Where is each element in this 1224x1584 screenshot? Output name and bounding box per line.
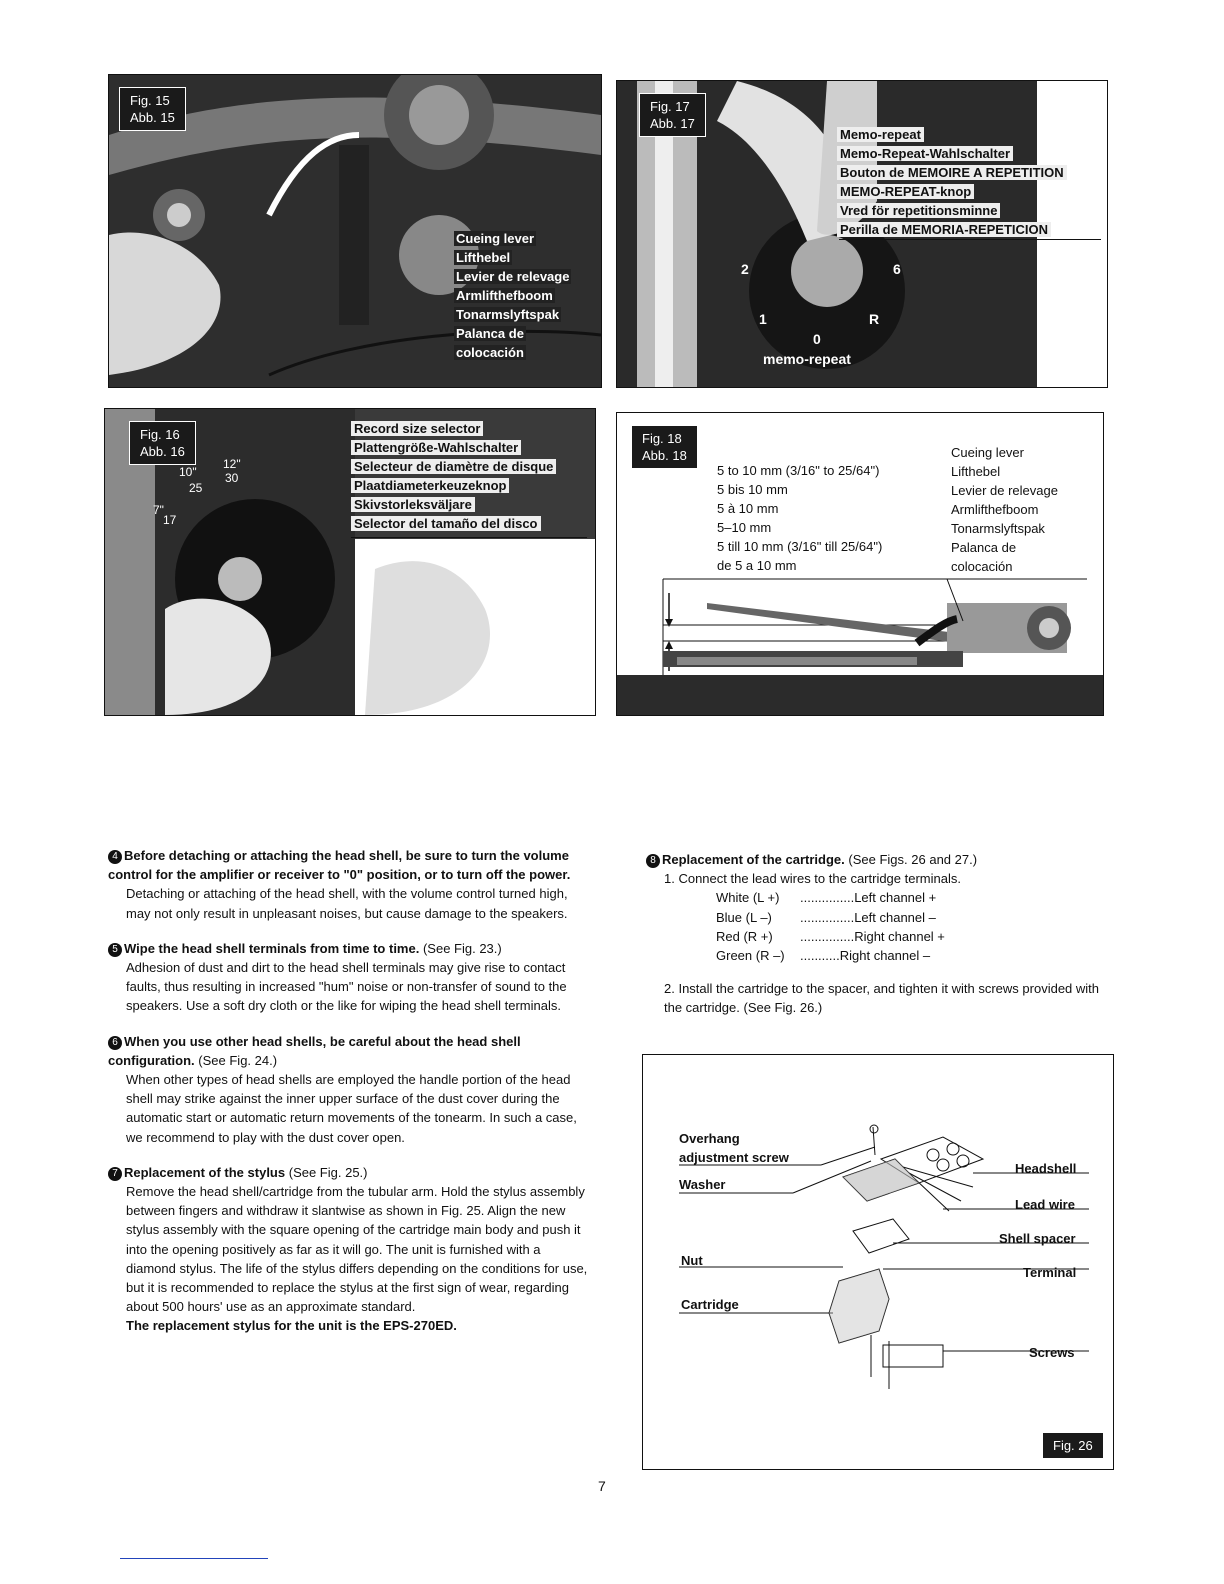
label-headshell: Headshell <box>1015 1161 1077 1176</box>
section-head-shell-volume: 4 Before detaching or attaching the head shell, be sure to turn the volume control for the amplifier or receiver to "0" position, or to turn off the power. Detaching or attaching of the head shell, with the volume control turned high, may not only result in unpleasant noises, but cause damage to the speakers. <box>108 846 592 923</box>
label-terminal: Terminal <box>1023 1265 1077 1280</box>
fig16-photo <box>104 408 596 716</box>
fig15-label-de: Lifthebel <box>456 250 511 265</box>
fig17-underline <box>839 239 1101 240</box>
step-1: 1. Connect the lead wires to the cartridge terminals. <box>664 871 961 887</box>
fig18-right-es1: Palanca de <box>951 540 1017 555</box>
fig16-label-sv: Skivstorleksväljare <box>351 497 475 512</box>
fig17-label-sv: Vred för repetitionsminne <box>837 203 1000 218</box>
label-lead-wire: Lead wire <box>1015 1197 1075 1212</box>
fig15-label-es2: colocación <box>456 345 524 360</box>
fig18-left-fr: 5 à 10 mm <box>717 501 779 516</box>
label-overhang: Overhang <box>679 1131 740 1146</box>
fig16-dial-17: 17 <box>163 513 177 527</box>
p3-body: When other types of head shells are employed the handle portion of the head shell may strike against the inner upper surface of the dust cover during the automatic start or automatic return movements of the tonearm. In such a case, we recommend to play with the dust cover open. <box>126 1072 577 1145</box>
fig18-right-de: Lifthebel <box>951 464 1001 479</box>
bullet-5: 5 <box>108 943 122 957</box>
section-replace-stylus: 7 Replacement of the stylus (See Fig. 25.) Remove the head shell/cartridge from the tubular arm. Hold the stylus assembly between fingers and withdraw it slantwise as shown in Fig. 25. Align the new stylus assembly with the square opening of the cartridge main body and push it into the opening positively as far as it will go. The unit is furnished with a diamond stylus. The life of the stylus differs depending on the conditions for use, but it is recommended to replace the stylus at the first sign of wear, regarding about 500 hours' use as an approximate standard. The replacement stylus for the unit is the EPS-270ED. <box>108 1163 592 1336</box>
section-other-head-shells: 6 When you use other head shells, be careful about the head shell configuration. (See Fig. 24.) When other types of head shells are employed the handle portion of the head shell may strike against the inner upper surface of the dust cover during the automatic start or automatic return movements of the tonearm. In such a case, we recommend to play with the dust cover open. <box>108 1032 592 1147</box>
fig15-label-en: Cueing lever <box>456 231 535 246</box>
p4-body: Remove the head shell/cartridge from the tubular arm. Hold the stylus assembly between fingers and withdraw it slantwise as shown in Fig. 25. Align the new stylus assembly with the square opening of the cartridge main body and push it into the opening positively as far as it will go. The unit is furnished with a diamond stylus. The life of the stylus differs depending on the conditions for use, but it is recommended to replace the stylus at the first sign of wear, regarding about 500 hours' use as an approximate standard. <box>126 1184 588 1315</box>
wire-row: Blue (L –) ...............Left channel – <box>716 909 936 925</box>
fig17-label-es: Perilla de MEMORIA-REPETICION <box>837 222 1051 237</box>
fig16-label-fr: Selecteur de diamètre de disque <box>351 459 556 474</box>
wire-row: Green (R –) ...........Right channel – <box>716 948 931 964</box>
bullet-7: 7 <box>108 1167 122 1181</box>
fig15-label-nl: Armlifthefboom <box>456 288 553 303</box>
fig18-tag: Fig. 18 Abb. 18 <box>631 425 698 469</box>
section-wipe-terminals: 5 Wipe the head shell terminals from time to time. (See Fig. 23.) Adhesion of dust and dirt to the head shell terminals may give rise to contact faults, thus resulting in increased "hum" noise or non-transfer of sound to the speakers. Use a soft dry cloth or the like for wiping the head shell terminals. <box>108 939 592 1016</box>
fig18-left-es: de 5 a 10 mm <box>717 558 797 573</box>
fig16-dial-30: 30 <box>225 471 239 485</box>
fig17-labels <box>837 125 1067 239</box>
fig17-dial-r: R <box>869 311 880 327</box>
fig15-photo <box>108 74 602 388</box>
label-screws: Screws <box>1029 1345 1075 1360</box>
bullet-4: 4 <box>108 850 122 864</box>
cartridge-heading: 8 Replacement of the cartridge. (See Figs. 26 and 27.) <box>646 850 1112 869</box>
fig16-label-es: Selector del tamaño del disco <box>351 516 541 531</box>
fig17-label-de: Memo-Repeat-Wahlschalter <box>837 146 1013 161</box>
fig18-drawing <box>617 413 1103 715</box>
wire-table <box>646 888 1112 965</box>
fig18-right-en: Cueing lever <box>951 445 1024 460</box>
fig17-dial-0: 0 <box>813 331 821 347</box>
fig16-tag: Fig. 16 Abb. 16 <box>129 421 196 465</box>
fig18-left-de: 5 bis 10 mm <box>717 482 788 497</box>
fig17-dial-1: 1 <box>759 311 767 327</box>
fig16-label-nl: Plaatdiameterkeuzeknop <box>351 478 509 493</box>
step-2: 2. Install the cartridge to the spacer, and tighten it with screws provided with the cartridge. (See Fig. 26.) <box>664 981 1100 1016</box>
fig16-labels <box>351 419 556 533</box>
fig18-left-nl: 5–10 mm <box>717 520 772 535</box>
p4-final: The replacement stylus for the unit is the EPS-270ED. <box>126 1318 457 1334</box>
fig18-right-sv: Tonarmslyftspak <box>951 521 1045 536</box>
fig18-right-es2: colocación <box>951 559 1013 574</box>
label-nut: Nut <box>681 1253 703 1268</box>
fig16-label-de: Plattengröße-Wahlschalter <box>351 440 521 455</box>
fig17-dial-2: 2 <box>741 261 749 277</box>
fig15-tag: Fig. 15 Abb. 15 <box>119 87 186 131</box>
fig16-dial-12: 12" <box>223 457 241 471</box>
fig18-right-fr: Levier de relevage <box>951 483 1058 498</box>
fig16-dial-10: 10" <box>179 465 197 479</box>
fig17-label-en: Memo-repeat <box>837 127 924 142</box>
fig18-right-nl: Armlifthefboom <box>951 502 1039 517</box>
fig15-labels <box>454 229 571 362</box>
fig26-exploded-view <box>643 1055 1113 1469</box>
p1-body: Detaching or attaching of the head shell, with the volume control turned high, may not only result in unpleasant noises, but cause damage to the speakers. <box>126 886 568 921</box>
fig16-dial-7: 7" <box>153 503 164 517</box>
p2-body: Adhesion of dust and dirt to the head shell terminals may give rise to contact faults, thus resulting in increased "hum" noise or non-transfer of sound to the speakers. Use a soft dry cloth or the like for wiping the head shell terminals. <box>126 960 567 1014</box>
footer-rule <box>120 1558 268 1559</box>
wire-row: White (L +) ...............Left channel + <box>716 890 937 906</box>
label-adjustment-screw: adjustment screw <box>679 1150 789 1165</box>
fig18-diagram <box>616 412 1104 716</box>
fig26-diagram <box>642 1054 1114 1470</box>
fig15-label-es1: Palanca de <box>456 326 524 341</box>
bullet-8: 8 <box>646 854 660 868</box>
fig18-left-en: 5 to 10 mm (3/16" to 25/64") <box>717 463 880 478</box>
fig17-label-nl: MEMO-REPEAT-knop <box>837 184 974 199</box>
label-washer: Washer <box>679 1177 726 1192</box>
fig17-dial-6: 6 <box>893 261 901 277</box>
label-shell-spacer: Shell spacer <box>999 1231 1076 1246</box>
fig16-label-en: Record size selector <box>351 421 483 436</box>
fig17-photo <box>616 80 1108 388</box>
fig15-label-sv: Tonarmslyftspak <box>456 307 560 322</box>
wire-row: Red (R +) ...............Right channel + <box>716 928 945 944</box>
fig17-dial-caption: memo-repeat <box>763 351 851 367</box>
fig26-tag: Fig. 26 <box>1043 1433 1103 1458</box>
fig16-dial-25: 25 <box>189 481 203 495</box>
fig16-underline <box>351 537 587 538</box>
left-column <box>108 846 592 1346</box>
fig17-tag: Fig. 17 Abb. 17 <box>639 93 706 137</box>
page-number: 7 <box>598 1478 606 1494</box>
label-cartridge: Cartridge <box>681 1297 739 1312</box>
fig18-left-sv: 5 till 10 mm (3/16" till 25/64") <box>717 539 883 554</box>
bullet-6: 6 <box>108 1036 122 1050</box>
fig15-label-fr: Levier de relevage <box>456 269 570 284</box>
fig17-label-fr: Bouton de MEMOIRE A REPETITION <box>837 165 1067 180</box>
right-column <box>646 850 1112 1018</box>
